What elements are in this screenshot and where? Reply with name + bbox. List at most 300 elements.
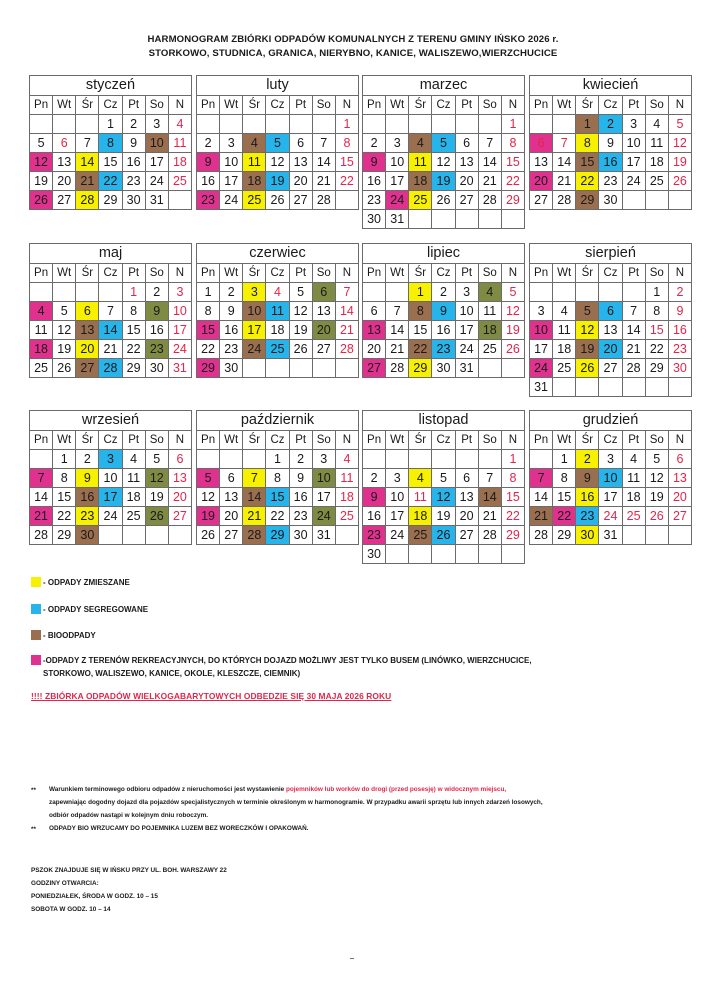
day-cell: 15: [53, 488, 76, 507]
day-cell: 24: [220, 191, 243, 210]
day-cell: 17: [168, 321, 191, 340]
weekday-header: Cz: [266, 96, 289, 115]
day-cell: 19: [266, 172, 289, 191]
weekday-header: Pn: [363, 264, 386, 283]
day-cell: 22: [99, 172, 122, 191]
month-8: [29, 410, 192, 545]
day-cell: 31: [168, 359, 191, 378]
day-cell: 18: [409, 172, 432, 191]
day-cell: 21: [335, 321, 358, 340]
empty-cell: [197, 115, 220, 134]
day-cell: 12: [266, 153, 289, 172]
empty-cell: [266, 359, 289, 378]
pszok-hours-saturday: SOBOTA W GODZ. 10 – 14: [31, 906, 111, 913]
day-cell: 24: [386, 526, 409, 545]
weekday-header: Cz: [599, 431, 622, 450]
day-cell: 23: [220, 340, 243, 359]
day-cell: 24: [243, 340, 266, 359]
day-cell: 5: [289, 283, 312, 302]
day-cell: 28: [478, 191, 501, 210]
day-cell: 15: [409, 321, 432, 340]
day-cell: 2: [289, 450, 312, 469]
weekday-header: Wt: [553, 96, 576, 115]
day-cell: 5: [432, 469, 455, 488]
day-cell: 16: [363, 507, 386, 526]
empty-cell: [220, 450, 243, 469]
day-cell: 2: [668, 283, 691, 302]
weekday-header: Cz: [266, 431, 289, 450]
day-cell: 30: [145, 359, 168, 378]
day-cell: 29: [53, 526, 76, 545]
day-cell: 8: [553, 469, 576, 488]
weekday-header: Śr: [76, 96, 99, 115]
pszok-info: [31, 864, 227, 916]
empty-cell: [386, 115, 409, 134]
day-cell: 21: [386, 340, 409, 359]
day-cell: 22: [409, 340, 432, 359]
day-cell: 19: [53, 340, 76, 359]
day-cell: 20: [530, 172, 553, 191]
day-cell: 15: [335, 153, 358, 172]
month-name: wrzesień: [30, 411, 192, 431]
day-cell: 7: [622, 302, 645, 321]
weekday-header: So: [645, 431, 668, 450]
weekday-header: Cz: [599, 264, 622, 283]
day-cell: 19: [30, 172, 53, 191]
day-cell: 30: [289, 526, 312, 545]
day-cell: 19: [668, 153, 691, 172]
day-cell: 9: [363, 488, 386, 507]
day-cell: 10: [312, 469, 335, 488]
day-cell: 22: [576, 172, 599, 191]
pszok-hours-weekday: PONIEDZIAŁEK, ŚRODA W GODZ. 10 – 15: [31, 893, 158, 900]
day-cell: 8: [197, 302, 220, 321]
day-cell: 6: [455, 134, 478, 153]
day-cell: 4: [409, 134, 432, 153]
weekday-header: Pn: [197, 96, 220, 115]
weekday-header: Pn: [30, 264, 53, 283]
yellow-swatch: [31, 577, 41, 587]
day-cell: 8: [122, 302, 145, 321]
day-cell: 21: [553, 172, 576, 191]
empty-cell: [220, 115, 243, 134]
day-cell: 9: [363, 153, 386, 172]
weekday-header: Pt: [122, 264, 145, 283]
empty-cell: [599, 378, 622, 397]
legend-label-segregated: - ODPADY SEGREGOWANE: [43, 605, 149, 614]
day-cell: 18: [553, 340, 576, 359]
day-cell: 12: [197, 488, 220, 507]
day-cell: 23: [289, 507, 312, 526]
legend-label-bio: - BIOODPADY: [43, 631, 96, 640]
day-cell: 8: [99, 134, 122, 153]
month-4: [29, 243, 192, 378]
empty-cell: [478, 545, 501, 564]
day-cell: 28: [335, 340, 358, 359]
day-cell: 24: [99, 507, 122, 526]
day-cell: 5: [145, 450, 168, 469]
day-cell: 26: [30, 191, 53, 210]
weekday-header: So: [145, 431, 168, 450]
month-name: maj: [30, 244, 192, 264]
day-cell: 4: [266, 283, 289, 302]
divider-mark: [350, 958, 354, 959]
day-cell: 6: [53, 134, 76, 153]
day-cell: 15: [501, 488, 524, 507]
day-cell: 13: [76, 321, 99, 340]
day-cell: 5: [30, 134, 53, 153]
weekday-header: Śr: [243, 431, 266, 450]
day-cell: 25: [622, 507, 645, 526]
weekday-header: Pt: [122, 431, 145, 450]
month-10: [362, 410, 525, 564]
day-cell: 9: [576, 469, 599, 488]
day-cell: 23: [576, 507, 599, 526]
day-cell: 5: [197, 469, 220, 488]
empty-cell: [478, 115, 501, 134]
weekday-header: Cz: [99, 264, 122, 283]
weekday-header: Pt: [455, 264, 478, 283]
empty-cell: [409, 115, 432, 134]
day-cell: 18: [168, 153, 191, 172]
empty-cell: [432, 210, 455, 229]
empty-cell: [386, 545, 409, 564]
day-cell: 1: [266, 450, 289, 469]
empty-cell: [30, 115, 53, 134]
day-cell: 10: [599, 469, 622, 488]
day-cell: 24: [455, 340, 478, 359]
day-cell: 27: [599, 359, 622, 378]
day-cell: 12: [668, 134, 691, 153]
day-cell: 5: [645, 450, 668, 469]
weekday-header: Śr: [76, 264, 99, 283]
day-cell: 26: [53, 359, 76, 378]
day-cell: 11: [30, 321, 53, 340]
day-cell: 15: [197, 321, 220, 340]
day-cell: 18: [243, 172, 266, 191]
day-cell: 26: [145, 507, 168, 526]
day-cell: 27: [53, 191, 76, 210]
empty-cell: [289, 359, 312, 378]
empty-cell: [409, 450, 432, 469]
day-cell: 21: [478, 507, 501, 526]
day-cell: 15: [266, 488, 289, 507]
day-cell: 30: [220, 359, 243, 378]
weekday-header: Pn: [197, 431, 220, 450]
day-cell: 27: [168, 507, 191, 526]
empty-cell: [53, 283, 76, 302]
footnote-text-1: Warunkiem terminowego odbioru odpadów z nieruchomości jest wystawienie: [49, 786, 286, 793]
day-cell: 25: [478, 340, 501, 359]
empty-cell: [530, 450, 553, 469]
day-cell: 12: [53, 321, 76, 340]
day-cell: 17: [386, 507, 409, 526]
day-cell: 19: [645, 488, 668, 507]
day-cell: 28: [99, 359, 122, 378]
day-cell: 21: [76, 172, 99, 191]
day-cell: 14: [312, 153, 335, 172]
day-cell: 8: [501, 469, 524, 488]
day-cell: 1: [122, 283, 145, 302]
day-cell: 17: [622, 153, 645, 172]
day-cell: 11: [266, 302, 289, 321]
empty-cell: [455, 545, 478, 564]
pszok-address: PSZOK ZNAJDUJE SIĘ W IŃSKU PRZY UL. BOH. WARSZAWY 22: [31, 867, 227, 874]
day-cell: 25: [409, 526, 432, 545]
day-cell: 10: [386, 488, 409, 507]
day-cell: 23: [363, 191, 386, 210]
day-cell: 3: [622, 115, 645, 134]
day-cell: 21: [243, 507, 266, 526]
weekday-header: So: [478, 96, 501, 115]
day-cell: 12: [432, 488, 455, 507]
month-9: [196, 410, 359, 545]
day-cell: 5: [53, 302, 76, 321]
weekday-header: Śr: [576, 96, 599, 115]
day-cell: 19: [145, 488, 168, 507]
day-cell: 17: [99, 488, 122, 507]
day-cell: 18: [266, 321, 289, 340]
day-cell: 17: [145, 153, 168, 172]
day-cell: 1: [99, 115, 122, 134]
day-cell: 21: [530, 507, 553, 526]
day-cell: 27: [530, 191, 553, 210]
day-cell: 20: [312, 321, 335, 340]
day-cell: 7: [386, 302, 409, 321]
empty-cell: [432, 545, 455, 564]
day-cell: 23: [668, 340, 691, 359]
day-cell: 14: [622, 321, 645, 340]
weekday-header: Pn: [363, 431, 386, 450]
day-cell: 1: [501, 450, 524, 469]
empty-cell: [30, 450, 53, 469]
day-cell: 19: [289, 321, 312, 340]
day-cell: 24: [599, 507, 622, 526]
day-cell: 27: [312, 340, 335, 359]
day-cell: 30: [668, 359, 691, 378]
month-6: [362, 243, 525, 378]
weekday-header: Śr: [576, 264, 599, 283]
weekday-header: Śr: [576, 431, 599, 450]
day-cell: 28: [553, 191, 576, 210]
day-cell: 24: [312, 507, 335, 526]
day-cell: 21: [622, 340, 645, 359]
day-cell: 23: [122, 172, 145, 191]
day-cell: 2: [145, 283, 168, 302]
weekday-header: N: [168, 264, 191, 283]
weekday-header: Cz: [266, 264, 289, 283]
day-cell: 16: [76, 488, 99, 507]
day-cell: 15: [99, 153, 122, 172]
day-cell: 10: [622, 134, 645, 153]
day-cell: 31: [386, 210, 409, 229]
day-cell: 4: [30, 302, 53, 321]
empty-cell: [478, 210, 501, 229]
day-cell: 14: [243, 488, 266, 507]
day-cell: 12: [30, 153, 53, 172]
month-11: [529, 410, 692, 545]
day-cell: 25: [335, 507, 358, 526]
empty-cell: [312, 359, 335, 378]
day-cell: 28: [312, 191, 335, 210]
day-cell: 9: [220, 302, 243, 321]
day-cell: 6: [168, 450, 191, 469]
day-cell: 4: [243, 134, 266, 153]
day-cell: 20: [363, 340, 386, 359]
day-cell: 5: [576, 302, 599, 321]
day-cell: 26: [266, 191, 289, 210]
empty-cell: [363, 450, 386, 469]
footnote-line-2: zapewniając dogodny dojazd dla pojazdów specjalistycznych w terminie określonym w harmonogramie. W przypadku awarii sprzętu lub innych zdarzeń losowych,: [49, 799, 543, 806]
weekday-header: Wt: [220, 96, 243, 115]
day-cell: 29: [409, 359, 432, 378]
day-cell: 27: [76, 359, 99, 378]
day-cell: 16: [576, 488, 599, 507]
weekday-header: Pn: [363, 96, 386, 115]
day-cell: 28: [622, 359, 645, 378]
day-cell: 20: [599, 340, 622, 359]
empty-cell: [30, 283, 53, 302]
day-cell: 17: [530, 340, 553, 359]
weekday-header: N: [668, 431, 691, 450]
weekday-header: N: [668, 264, 691, 283]
day-cell: 3: [455, 283, 478, 302]
day-cell: 30: [432, 359, 455, 378]
empty-cell: [76, 115, 99, 134]
empty-cell: [645, 191, 668, 210]
day-cell: 31: [145, 191, 168, 210]
weekday-header: Pt: [455, 431, 478, 450]
day-cell: 26: [197, 526, 220, 545]
weekday-header: Śr: [76, 431, 99, 450]
day-cell: 3: [168, 283, 191, 302]
day-cell: 24: [530, 359, 553, 378]
day-cell: 11: [553, 321, 576, 340]
empty-cell: [599, 283, 622, 302]
day-cell: 7: [76, 134, 99, 153]
weekday-header: Pt: [289, 264, 312, 283]
day-cell: 10: [99, 469, 122, 488]
empty-cell: [668, 526, 691, 545]
empty-cell: [335, 191, 358, 210]
day-cell: 7: [478, 469, 501, 488]
day-cell: 24: [622, 172, 645, 191]
day-cell: 20: [53, 172, 76, 191]
day-cell: 10: [168, 302, 191, 321]
day-cell: 2: [197, 134, 220, 153]
day-cell: 18: [478, 321, 501, 340]
footnote-mark-1: **: [31, 787, 36, 794]
empty-cell: [668, 378, 691, 397]
day-cell: 27: [220, 526, 243, 545]
empty-cell: [622, 378, 645, 397]
day-cell: 23: [197, 191, 220, 210]
day-cell: 25: [168, 172, 191, 191]
day-cell: 20: [668, 488, 691, 507]
day-cell: 25: [266, 340, 289, 359]
day-cell: 9: [668, 302, 691, 321]
day-cell: 25: [122, 507, 145, 526]
empty-cell: [576, 378, 599, 397]
day-cell: 23: [363, 526, 386, 545]
day-cell: 6: [220, 469, 243, 488]
day-cell: 15: [576, 153, 599, 172]
weekday-header: Pt: [289, 96, 312, 115]
weekday-header: Wt: [386, 431, 409, 450]
day-cell: 15: [645, 321, 668, 340]
brown-swatch: [31, 630, 41, 640]
day-cell: 23: [432, 340, 455, 359]
month-7: [529, 243, 692, 397]
day-cell: 14: [99, 321, 122, 340]
pszok-hours-title: GODZINY OTWARCIA:: [31, 880, 99, 887]
day-cell: 9: [599, 134, 622, 153]
day-cell: 3: [220, 134, 243, 153]
empty-cell: [386, 450, 409, 469]
day-cell: 13: [530, 153, 553, 172]
empty-cell: [501, 545, 524, 564]
day-cell: 22: [197, 340, 220, 359]
weekday-header: Wt: [53, 264, 76, 283]
empty-cell: [455, 115, 478, 134]
day-cell: 30: [576, 526, 599, 545]
bulky-waste-notice: !!!! ZBIÓRKA ODPADÓW WIELKOGABARYTOWYCH ODBEDZIE SIĘ 30 MAJA 2026 ROKU: [31, 691, 392, 701]
day-cell: 9: [145, 302, 168, 321]
weekday-header: Cz: [99, 96, 122, 115]
weekday-header: N: [668, 96, 691, 115]
weekday-header: Pt: [622, 264, 645, 283]
empty-cell: [53, 115, 76, 134]
empty-cell: [168, 191, 191, 210]
day-cell: 26: [432, 191, 455, 210]
month-name: kwiecień: [530, 76, 692, 96]
weekday-header: Wt: [386, 96, 409, 115]
day-cell: 3: [99, 450, 122, 469]
day-cell: 23: [599, 172, 622, 191]
weekday-header: Cz: [432, 96, 455, 115]
day-cell: 1: [553, 450, 576, 469]
day-cell: 20: [455, 172, 478, 191]
empty-cell: [622, 191, 645, 210]
empty-cell: [455, 450, 478, 469]
day-cell: 13: [53, 153, 76, 172]
footnote-line-3: odbiór odpadów nastąpi w kolejnym dniu roboczym.: [49, 812, 209, 819]
empty-cell: [243, 450, 266, 469]
day-cell: 6: [312, 283, 335, 302]
day-cell: 10: [243, 302, 266, 321]
day-cell: 7: [530, 469, 553, 488]
weekday-header: N: [501, 96, 524, 115]
weekday-header: N: [501, 264, 524, 283]
day-cell: 28: [30, 526, 53, 545]
day-cell: 10: [145, 134, 168, 153]
day-cell: 5: [266, 134, 289, 153]
day-cell: 6: [76, 302, 99, 321]
day-cell: 6: [668, 450, 691, 469]
day-cell: 12: [145, 469, 168, 488]
day-cell: 18: [645, 153, 668, 172]
blue-swatch: [31, 604, 41, 614]
month-1: [196, 75, 359, 210]
empty-cell: [409, 545, 432, 564]
day-cell: 9: [122, 134, 145, 153]
day-cell: 4: [478, 283, 501, 302]
day-cell: 29: [99, 191, 122, 210]
day-cell: 12: [432, 153, 455, 172]
day-cell: 27: [668, 507, 691, 526]
day-cell: 23: [145, 340, 168, 359]
day-cell: 13: [289, 153, 312, 172]
